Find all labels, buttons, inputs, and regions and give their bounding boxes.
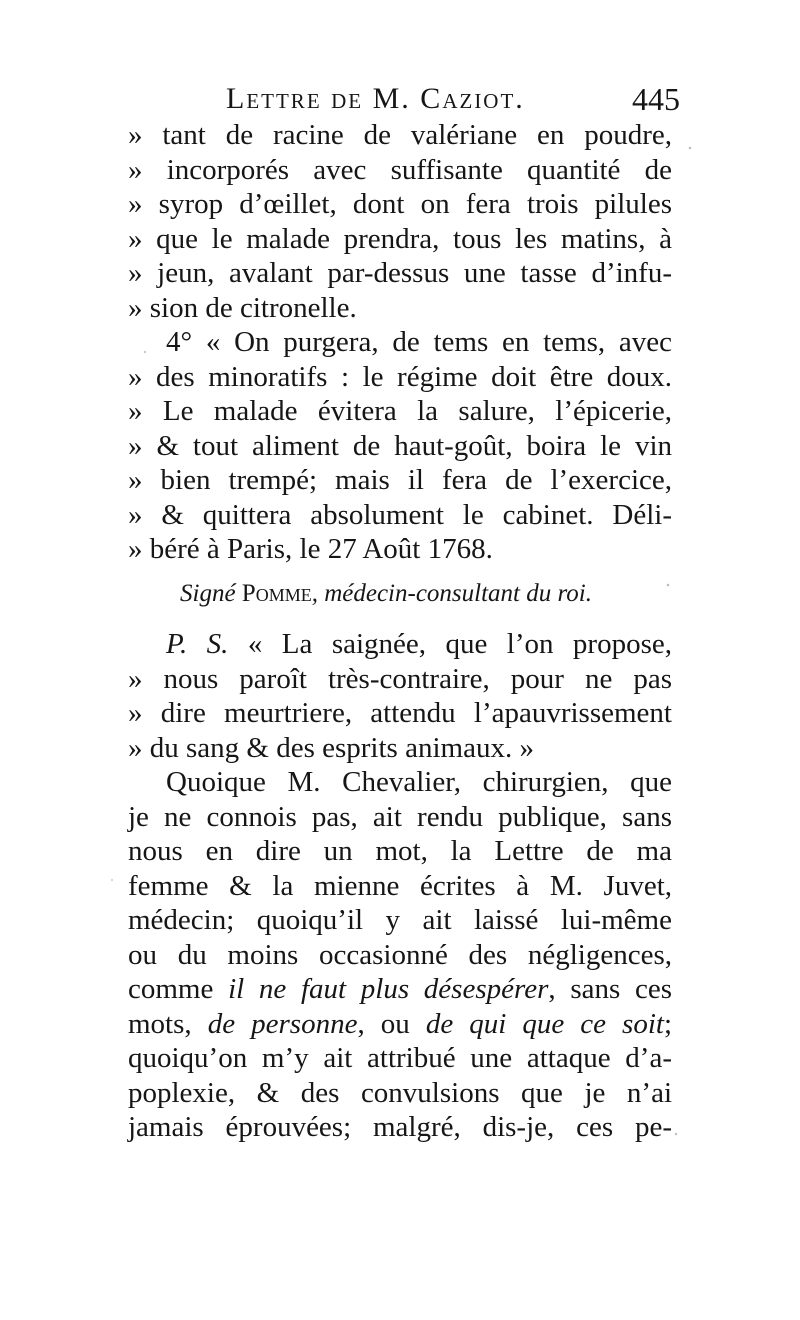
text-line: poplexie, & des convulsions que je n’ai xyxy=(128,1076,672,1109)
text-block xyxy=(128,118,672,1145)
text-line: » béré à Paris, le 27 Août 1768. xyxy=(128,533,493,565)
text-line: » Le malade évitera la salure, l’épicerie, xyxy=(128,395,672,427)
signature-line xyxy=(128,577,672,612)
running-title: Lettre de M. Caziot. xyxy=(226,82,525,115)
text-line: » des minoratifs : le régime doit être doux. xyxy=(128,360,672,393)
text-line: médecin; quoiqu’il y ait laissé lui-même xyxy=(128,904,672,936)
text-line: » dire meurtriere, attendu l’apauvrissement xyxy=(128,697,672,729)
italic-span: de personne xyxy=(207,1007,358,1040)
speckle-dot xyxy=(675,1133,677,1135)
postscript-first-text: « La saignée, que l’on propose, xyxy=(228,628,672,660)
text-line: » incorporés avec suffisante quantité de xyxy=(128,153,672,186)
text-line: quoiqu’on m’y ait attribué une attaque d’a- xyxy=(128,1042,672,1074)
italic-span: il ne faut plus désespérer xyxy=(228,973,549,1005)
text-line: » & quittera absolument le cabinet. Déli- xyxy=(128,498,672,531)
text-line-mixed xyxy=(128,972,672,1007)
page-number: 445 xyxy=(632,81,680,117)
running-head xyxy=(226,78,686,120)
text-line: Quoique M. Chevalier, chirurgien, que xyxy=(166,766,672,798)
italic-span: de qui que ce soit xyxy=(425,1007,664,1040)
text-span: ; xyxy=(663,1007,673,1040)
signature-signe: Signé xyxy=(180,579,236,607)
text-span: , sans ces xyxy=(548,973,672,1005)
text-line: nous en dire un mot, la Lettre de ma xyxy=(128,835,672,867)
text-line: » & tout aliment de haut-goût, boira le vin xyxy=(128,429,672,462)
postscript-first-line xyxy=(128,627,672,662)
text-line: » que le malade prendra, tous les matins, à xyxy=(128,222,672,255)
text-line: jamais éprouvées; malgré, dis-je, ces pe- xyxy=(128,1111,672,1143)
text-line-mixed xyxy=(128,1007,672,1042)
signature-name: Pomme xyxy=(241,579,312,607)
text-line: » tant de racine de valériane en poudre, xyxy=(128,119,672,151)
text-line: 4° « On purgera, de tems en tems, avec xyxy=(166,326,672,358)
text-span: , ou xyxy=(357,1007,426,1040)
text-line: femme & la mienne écrites à M. Juvet, xyxy=(128,869,672,902)
speckle-dot xyxy=(111,879,113,881)
text-line: » bien trempé; mais il fera de l’exercice, xyxy=(128,464,672,496)
speckle-dot xyxy=(689,147,691,149)
postscript-label: P. S. xyxy=(166,628,229,660)
text-line: » syrop d’œillet, dont on fera trois pilules xyxy=(128,188,672,220)
text-line: » sion de citronelle. xyxy=(128,291,357,324)
signature-title: , médecin-consultant du roi. xyxy=(311,579,592,607)
text-span: mots, xyxy=(128,1007,208,1040)
text-line: » du sang & des esprits animaux. » xyxy=(128,731,534,764)
text-span: comme xyxy=(128,973,229,1005)
text-line: » nous paroît très-contraire, pour ne pas xyxy=(128,662,672,695)
text-line: » jeun, avalant par-dessus une tasse d’infu- xyxy=(128,257,672,289)
text-line: je ne connois pas, ait rendu publique, sans xyxy=(128,800,672,833)
text-line: ou du moins occasionné des négligences, xyxy=(128,938,672,971)
